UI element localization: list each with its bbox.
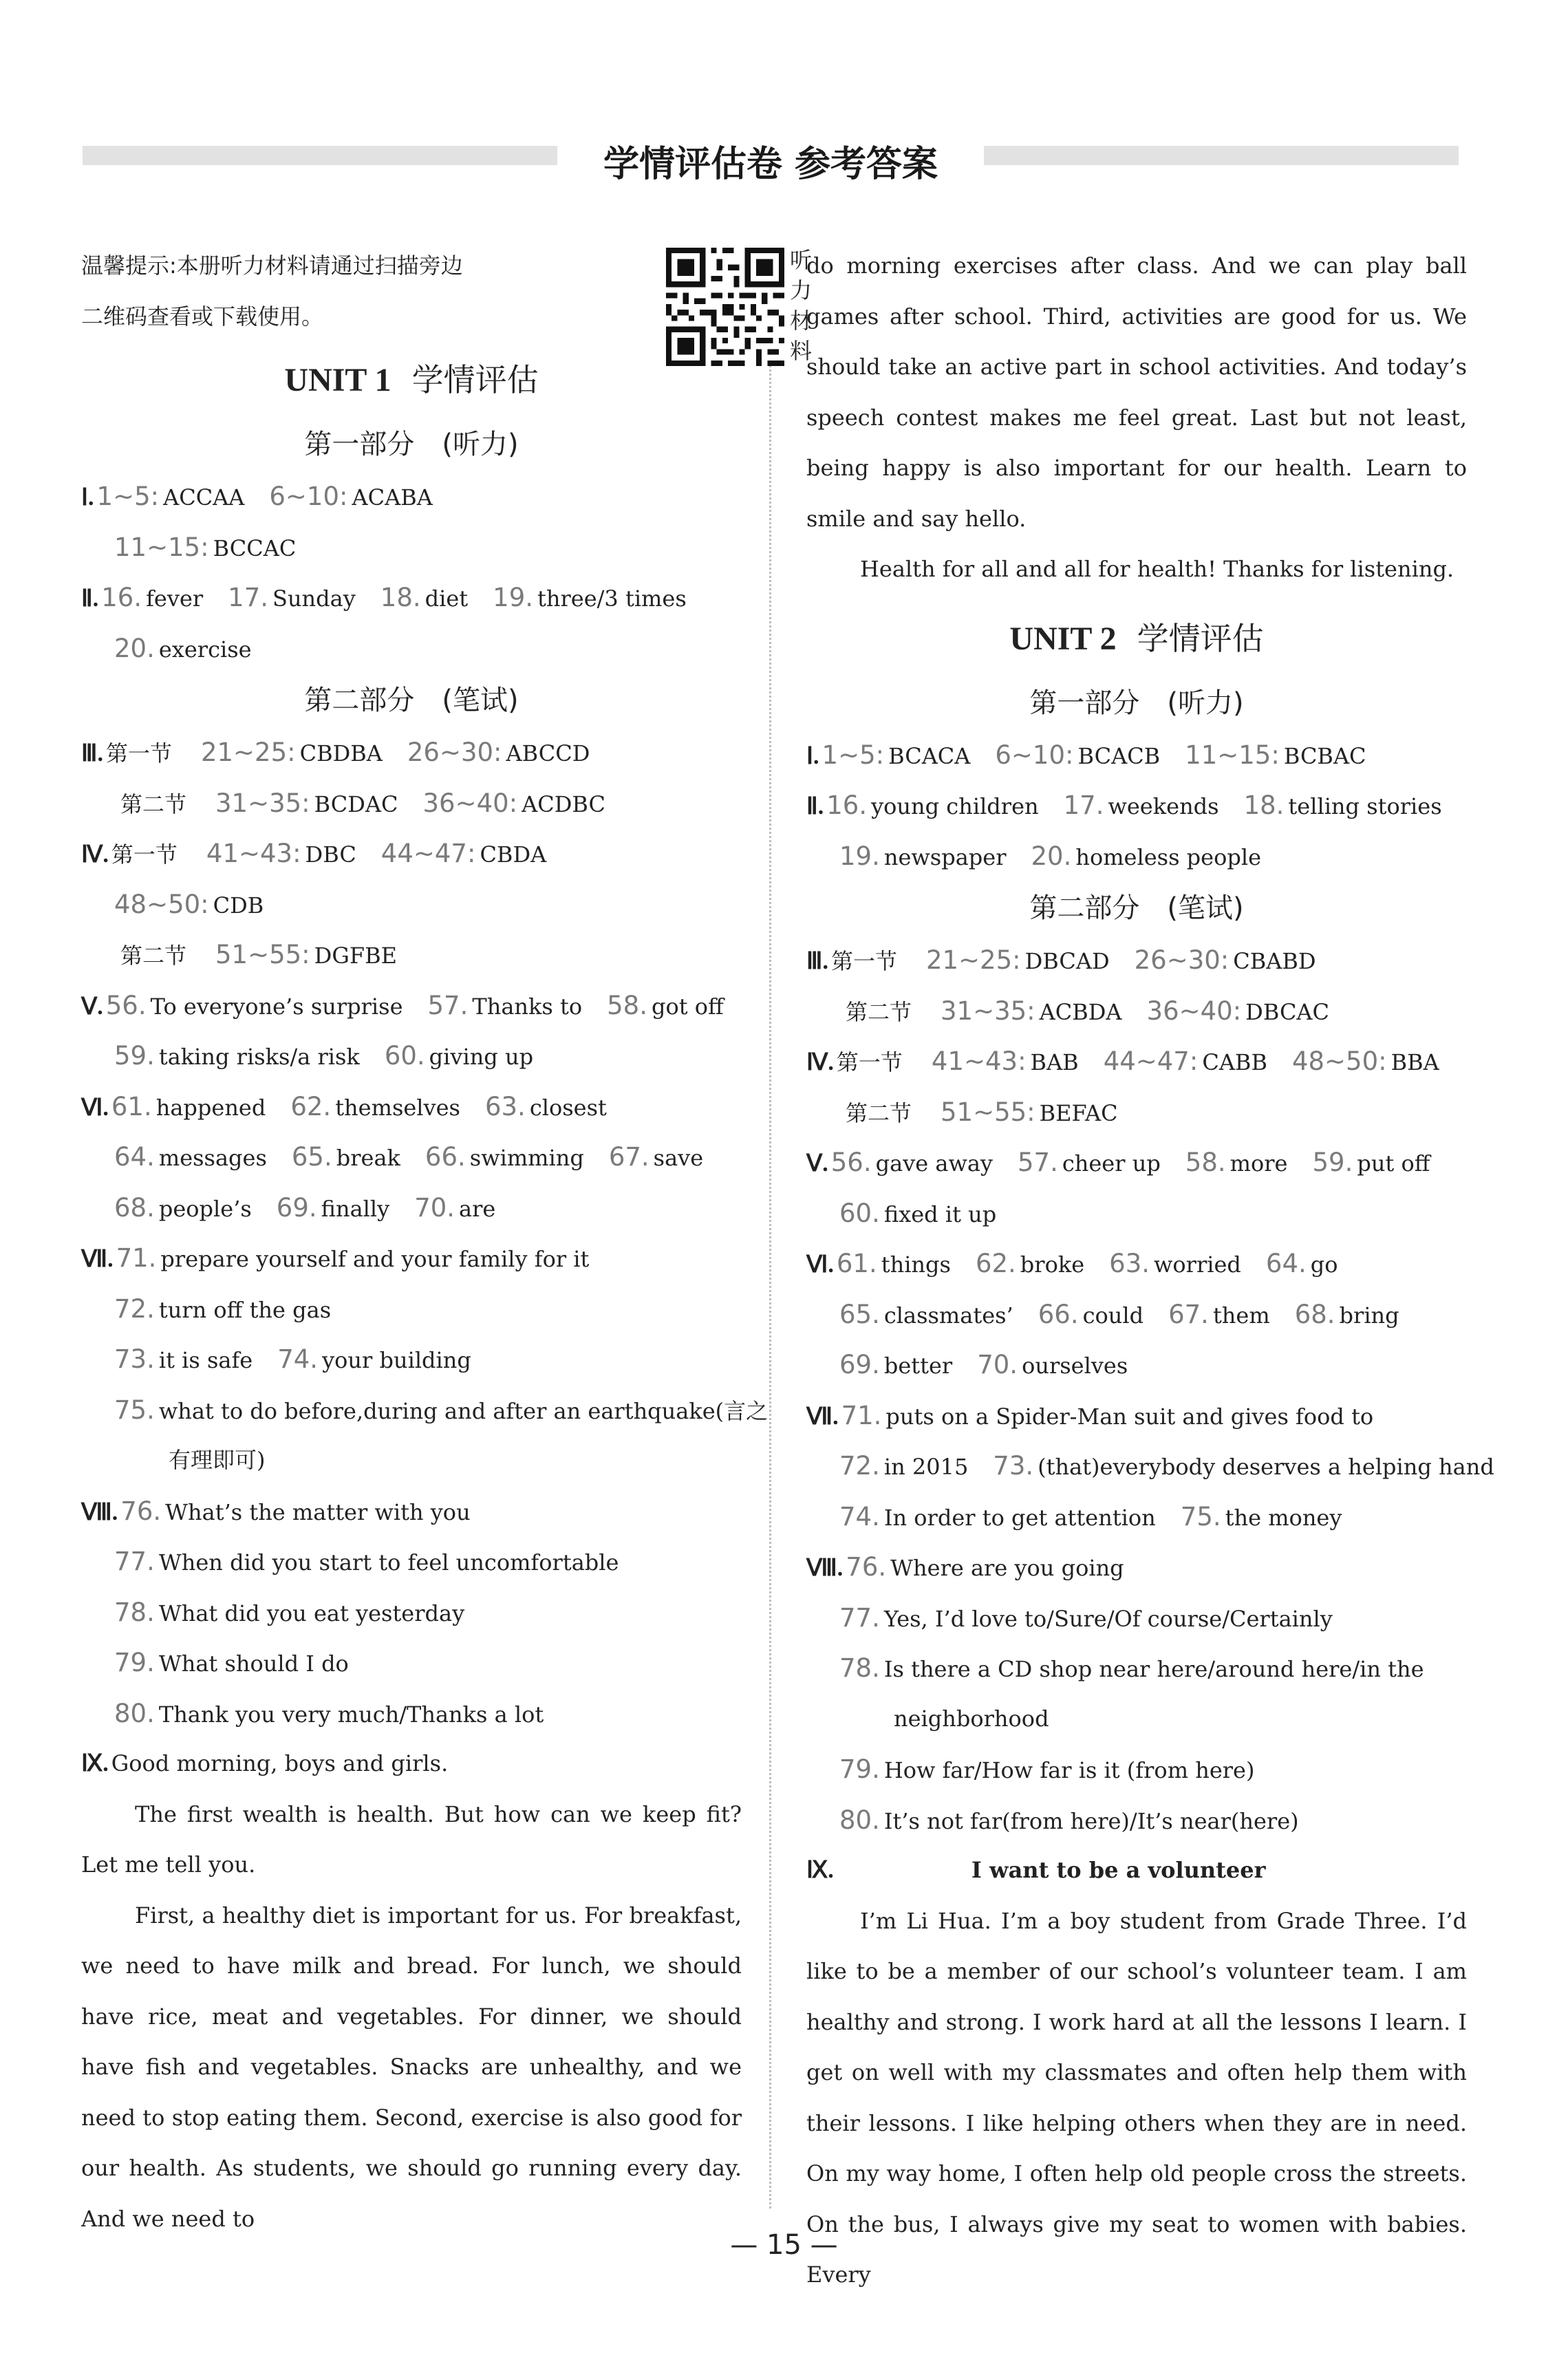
answer-row (806, 1643, 1467, 1694)
roman-numeral: Ⅵ. (806, 1252, 834, 1278)
q-num: 78. (114, 1597, 155, 1627)
answer: messages (158, 1145, 267, 1171)
answer: giving up (429, 1044, 534, 1070)
roman-numeral: Ⅴ. (81, 993, 103, 1020)
answer: Where are you going (890, 1555, 1124, 1581)
q-num: 19. (493, 583, 533, 612)
q-num: 76. (120, 1496, 162, 1526)
section-label: 第一节 (830, 948, 897, 974)
answer-row (81, 1739, 742, 1790)
q-range: 1~5: (821, 740, 885, 770)
unit2-part2-heading (806, 881, 1467, 935)
answer-row (81, 1587, 742, 1638)
answer-row (806, 1542, 1467, 1593)
q-num: 79. (839, 1754, 880, 1784)
hint-line-1: 温馨提示:本册听力材料请通过扫描旁边 (81, 252, 463, 279)
unit2-title-cn: 学情评估 (1137, 619, 1264, 657)
answer: BCACB (1077, 742, 1161, 769)
q-num: 58. (1185, 1148, 1226, 1177)
answer: ABCCD (506, 740, 590, 766)
answer: put off (1357, 1150, 1430, 1176)
answer-row (81, 1334, 742, 1385)
answer: DGFBE (314, 943, 397, 969)
answer: newspaper (883, 843, 1007, 870)
q-num: 68. (114, 1192, 155, 1223)
answer: ACDBC (522, 791, 605, 817)
part-name: 第二部分 (1029, 892, 1140, 924)
q-num: 64. (114, 1142, 155, 1172)
answer-row (806, 1188, 1467, 1239)
q-num: 72. (839, 1451, 880, 1481)
page-title: 学情评估卷 参考答案 (603, 144, 938, 185)
answer-row (81, 930, 742, 980)
answer-row (81, 1688, 742, 1739)
section-label: 第二节 (846, 998, 912, 1025)
q-range: 41~43: (931, 1046, 1027, 1076)
answer: them (1212, 1302, 1270, 1329)
q-num: 71. (841, 1400, 882, 1430)
answer-row (806, 1492, 1467, 1543)
q-num: 79. (114, 1648, 155, 1677)
roman-numeral: Ⅱ. (806, 794, 824, 819)
answer-row (806, 1795, 1467, 1846)
answer: DBCAD (1024, 948, 1110, 974)
answer: homeless people (1075, 843, 1262, 870)
unit1-title (81, 342, 742, 418)
answer: got off (651, 993, 724, 1020)
answer: worried (1154, 1251, 1241, 1278)
q-range: 36~40: (1146, 996, 1242, 1026)
essay-paragraph: do morning exercises after class. And we can play ball games after school. Third, activities are good for us. We should take an active part in school activities. And today’s speech contest makes me feel great. Last but not least, being happy is also important for our health. Learn to smile and say hello. (806, 252, 1467, 532)
q-num: 20. (1031, 841, 1072, 871)
answer: diet (425, 585, 469, 612)
q-num: 73. (114, 1344, 155, 1374)
answer-row (81, 1031, 742, 1082)
section-label: 第二节 (120, 791, 187, 817)
essay-paragraph: The first wealth is health. But how can we keep fit? Let me tell you. (81, 1801, 742, 1878)
answer: BAB (1030, 1049, 1079, 1075)
roman-numeral: Ⅵ. (81, 1095, 109, 1121)
q-num: 66. (1038, 1299, 1079, 1329)
answer-row (81, 879, 742, 930)
roman-numeral: Ⅴ. (806, 1151, 828, 1176)
q-num: 69. (839, 1350, 880, 1379)
answer: themselves (335, 1094, 460, 1121)
answer: BEFAC (1039, 1099, 1118, 1126)
q-range: 11~15: (1185, 740, 1280, 770)
section-label: 第二节 (120, 943, 187, 969)
answer-row (806, 1845, 1467, 1896)
part-sub: (听力) (442, 429, 519, 460)
q-num: 72. (114, 1293, 155, 1324)
unit1-title-en: UNIT 1 (284, 362, 391, 398)
q-num: 67. (1168, 1299, 1209, 1329)
answer-row (81, 1284, 742, 1335)
answer: better (883, 1353, 953, 1379)
q-range: 31~35: (941, 996, 1035, 1026)
answer-row (81, 828, 742, 879)
roman-numeral: Ⅲ. (806, 949, 828, 974)
answer: swimming (469, 1145, 584, 1171)
answer: What did you eat yesterday (158, 1600, 465, 1626)
answer-row (806, 1441, 1494, 1492)
answer-row (81, 522, 742, 573)
answer: the money (1225, 1504, 1342, 1531)
answer: CBDA (480, 841, 547, 868)
q-range: 6~10: (995, 740, 1074, 770)
section-label: 第一节 (111, 841, 178, 868)
answer: CBDBA (299, 740, 383, 766)
left-column (81, 241, 812, 2244)
answer: Yes, I’d love to/Sure/Of course/Certainly (883, 1605, 1333, 1632)
roman-numeral: Ⅲ. (81, 741, 103, 766)
answer-row (806, 1289, 1467, 1340)
q-range: 21~25: (200, 738, 296, 767)
answer-row (806, 780, 1467, 831)
answer-row (81, 1385, 769, 1436)
q-range: 41~43: (206, 839, 301, 868)
q-num: 66. (425, 1142, 466, 1172)
roman-numeral: Ⅸ. (81, 1751, 109, 1776)
roman-numeral: Ⅶ. (806, 1404, 839, 1430)
roman-numeral: Ⅳ. (806, 1050, 834, 1075)
q-num: 65. (291, 1142, 332, 1172)
roman-numeral: Ⅶ. (81, 1247, 114, 1272)
answer-row (806, 1593, 1467, 1644)
unit1-part2-heading (81, 674, 742, 727)
part-name: 第二部分 (304, 685, 415, 716)
q-range: 11~15: (114, 532, 209, 562)
answer: DBC (305, 841, 356, 868)
answer-row (81, 980, 742, 1031)
answer: BCDAC (314, 791, 398, 817)
answer: young children (871, 793, 1039, 819)
q-num: 73. (993, 1451, 1034, 1481)
answer: ourselves (1022, 1353, 1128, 1379)
q-range: 31~35: (215, 788, 310, 818)
answer: taking risks/a risk (158, 1044, 360, 1070)
q-num: 56. (830, 1148, 872, 1177)
part-name: 第一部分 (304, 429, 415, 460)
q-num: 62. (290, 1091, 332, 1121)
q-num: 67. (608, 1142, 649, 1172)
answer-row (806, 831, 1467, 882)
part-sub: (笔试) (1167, 892, 1244, 924)
answer: finally (321, 1195, 390, 1222)
essay-paragraph: First, a healthy diet is important for us. For breakfast, we need to have milk and bread. For lunch, we should have rice, meat and vegetables. For dinner, we should have fish and vegetables. Snacks are unhealthy, and we need to stop eating them. Second, exercise is also good for our health. As students, we should go running every day. And we need to (81, 1902, 742, 2232)
q-range: 44~47: (380, 839, 476, 868)
answer: DBCAC (1245, 998, 1330, 1025)
answer-row (81, 1435, 742, 1486)
answer: telling stories (1288, 793, 1442, 819)
section-label: 第一节 (105, 740, 172, 766)
answer: fixed it up (883, 1201, 997, 1227)
q-num: 63. (1109, 1249, 1150, 1278)
answer: When did you start to feel uncomfortable (158, 1549, 619, 1576)
roman-numeral: Ⅰ. (806, 743, 819, 769)
essay-greeting: Good morning, boys and girls. (111, 1750, 449, 1776)
essay-paragraph: I’m Li Hua. I’m a boy student from Grade Three. I’d like to be a member of our school’s volunteer team. I am healthy and strong. I work hard at all the lessons I learn. I get on well with my classmates and often help them with their lessons. I like helping others when they are in need. On my way home, I often help old people cross the streets. On the bus, I always give my seat to women with babies. Every (806, 1907, 1467, 2288)
answer: turn off the gas (158, 1296, 332, 1323)
answer: gave away (875, 1150, 993, 1176)
answer: How far/How far is it (from here) (883, 1757, 1255, 1783)
answer: What’s the matter with you (165, 1498, 471, 1525)
q-num: 65. (839, 1299, 880, 1329)
q-num: 76. (846, 1552, 887, 1582)
answer: bring (1339, 1302, 1399, 1329)
answer-row (806, 1340, 1467, 1390)
q-num: 20. (114, 633, 155, 663)
q-num: 58. (607, 990, 647, 1020)
unit2-part1-heading (806, 676, 1467, 730)
answer: puts on a Spider-Man suit and gives food to (885, 1403, 1374, 1430)
answer: BCCAC (213, 535, 297, 561)
q-num: 56. (105, 990, 147, 1020)
title-bar (83, 135, 1459, 189)
answer: BBA (1390, 1049, 1439, 1075)
answer-row (806, 986, 1467, 1037)
answer: could (1082, 1302, 1144, 1329)
q-num: 57. (1017, 1148, 1058, 1177)
answer: broke (1020, 1251, 1085, 1278)
q-num: 70. (977, 1350, 1018, 1379)
q-num: 77. (114, 1547, 155, 1576)
q-num: 59. (1312, 1148, 1353, 1177)
answer-cont: neighborhood (894, 1705, 1049, 1732)
q-num: 17. (228, 583, 269, 612)
answer-row (806, 1744, 1467, 1795)
answer: classmates’ (883, 1302, 1013, 1329)
q-range: 21~25: (925, 945, 1021, 975)
answer-row (81, 623, 742, 674)
q-range: 6~10: (269, 482, 348, 511)
answer: To everyone’s surprise (150, 993, 403, 1020)
q-num: 68. (1294, 1299, 1335, 1329)
q-range: 51~55: (941, 1097, 1035, 1127)
qr-label: 听力材料 (789, 247, 812, 364)
answer-row (806, 1390, 1467, 1441)
answer: more (1229, 1150, 1288, 1176)
q-num: 16. (826, 791, 868, 820)
answer: CABB (1202, 1049, 1267, 1075)
answer: your building (322, 1347, 471, 1373)
answer: Thank you very much/Thanks a lot (158, 1701, 544, 1728)
q-range: 48~50: (114, 889, 209, 919)
answer-row (81, 1132, 742, 1183)
roman-numeral: Ⅰ. (81, 485, 94, 511)
part-sub: (笔试) (442, 685, 519, 716)
q-range: 26~30: (407, 738, 502, 767)
answer-row (81, 1082, 742, 1132)
unit2-title-en: UNIT 2 (1009, 620, 1117, 657)
part-name: 第一部分 (1029, 687, 1140, 719)
answer: In order to get attention (883, 1504, 1156, 1531)
right-column (806, 241, 1494, 2301)
answer-cont: 有理即可) (169, 1447, 266, 1473)
answer: go (1310, 1251, 1338, 1278)
unit2-title (806, 601, 1467, 676)
q-num: 16. (101, 583, 142, 612)
answer: break (336, 1145, 400, 1171)
q-num: 64. (1265, 1249, 1307, 1278)
answer: prepare yourself and your family for it (160, 1246, 590, 1272)
answer-row (806, 1137, 1467, 1188)
unit1-title-cn: 学情评估 (411, 361, 539, 398)
answer-row (806, 1238, 1467, 1289)
roman-numeral: Ⅳ. (81, 842, 109, 868)
q-num: 74. (839, 1501, 880, 1532)
q-num: 57. (427, 990, 469, 1020)
q-num: 60. (384, 1041, 425, 1071)
unit1-part1-heading (81, 418, 742, 471)
q-range: 48~50: (1291, 1046, 1387, 1076)
q-num: 18. (1243, 791, 1285, 820)
answer: cheer up (1062, 1150, 1161, 1176)
answer: BCACA (888, 742, 971, 769)
answer: three/3 times (537, 585, 687, 612)
q-num: 18. (380, 583, 421, 612)
answer: in 2015 (883, 1454, 969, 1480)
answer-row (81, 1486, 742, 1537)
answer: weekends (1108, 793, 1219, 819)
q-num: 62. (975, 1249, 1016, 1278)
essay-paragraph: Health for all and all for health! Thanks for listening. (860, 556, 1454, 582)
column-divider (769, 255, 771, 2209)
q-num: 63. (484, 1091, 526, 1121)
answer: It’s not far(from here)/It’s near(here) (883, 1807, 1299, 1834)
answer: it is safe (158, 1347, 253, 1373)
answer: ACCAA (163, 484, 245, 511)
q-num: 71. (116, 1243, 157, 1273)
answer: are (459, 1195, 496, 1222)
q-num: 80. (839, 1805, 880, 1835)
answer-row (81, 471, 742, 522)
q-range: 26~30: (1134, 945, 1229, 975)
q-num: 75. (114, 1395, 155, 1425)
q-num: 77. (839, 1602, 880, 1633)
q-num: 78. (839, 1653, 880, 1683)
q-range: 1~5: (96, 482, 160, 511)
answer: people’s (158, 1195, 252, 1222)
answer-row (81, 572, 742, 623)
answer: things (881, 1251, 951, 1278)
q-num: 69. (276, 1192, 317, 1223)
q-num: 19. (839, 841, 880, 871)
roman-numeral: Ⅷ. (81, 1499, 118, 1525)
answer: CBABD (1233, 948, 1316, 974)
answer: closest (529, 1094, 607, 1121)
q-num: 61. (111, 1091, 152, 1121)
q-num: 61. (836, 1249, 877, 1278)
answer: happened (155, 1094, 266, 1121)
q-num: 60. (839, 1198, 880, 1228)
q-range: 44~47: (1103, 1046, 1199, 1076)
hint-line-2: 二维码查看或下载使用。 (81, 303, 324, 330)
q-num: 17. (1063, 791, 1104, 820)
answer-row (806, 1087, 1467, 1138)
answer: Sunday (272, 585, 356, 612)
q-range: 51~55: (215, 940, 310, 969)
answer: BCBAC (1283, 742, 1366, 769)
answer: CDB (213, 892, 264, 918)
answer-row (806, 1694, 1467, 1745)
roman-numeral: Ⅷ. (806, 1556, 844, 1581)
q-num: 59. (114, 1041, 155, 1071)
section-label: 第二节 (846, 1099, 912, 1126)
q-num: 80. (114, 1698, 155, 1728)
page-number: — 15 — (730, 2229, 838, 2261)
answer: fever (146, 585, 204, 612)
answer-row (81, 778, 742, 829)
roman-numeral: Ⅸ. (806, 1858, 834, 1883)
section-label: 第一节 (836, 1049, 903, 1075)
answer: ACBDA (1039, 998, 1122, 1025)
q-num: 74. (277, 1344, 319, 1374)
roman-numeral: Ⅱ. (81, 586, 99, 612)
answer: Thanks to (472, 993, 583, 1020)
answer-row (806, 935, 1467, 986)
answer: ACABA (352, 484, 433, 511)
answer-row (81, 727, 742, 778)
q-num: 75. (1180, 1501, 1221, 1532)
answer-row (81, 1637, 742, 1688)
answer: Is there a CD shop near here/around here/in the (883, 1656, 1424, 1682)
qr-code-icon[interactable] (666, 248, 784, 366)
answer: what to do before,during and after an earthquake(言之 (158, 1397, 769, 1424)
answer-row (806, 730, 1467, 781)
essay-title: I want to be a volunteer (971, 1857, 1266, 1883)
answer-row (806, 1036, 1467, 1087)
q-range: 36~40: (422, 788, 518, 818)
q-num: 70. (414, 1192, 455, 1223)
answer-row (81, 1536, 742, 1587)
answer: exercise (158, 636, 252, 663)
answer-row (81, 1233, 742, 1284)
answer: What should I do (158, 1651, 349, 1677)
answer-row (81, 1183, 742, 1234)
answer: (that)everybody deserves a helping hand (1038, 1454, 1494, 1480)
answer: save (653, 1145, 704, 1171)
part-sub: (听力) (1167, 687, 1244, 719)
